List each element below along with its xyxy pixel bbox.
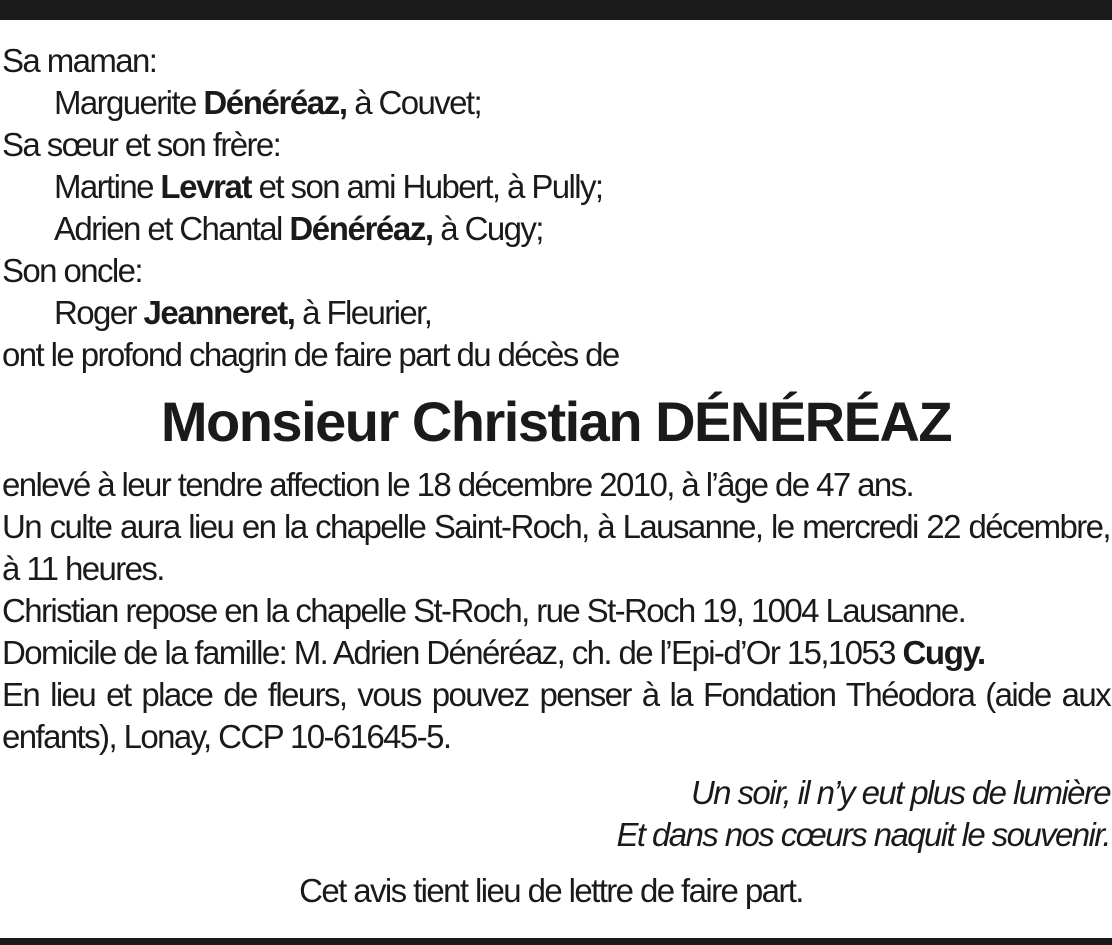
brother-last-name: Dénéréaz, (289, 210, 433, 247)
mother-first-name: Marguerite (54, 84, 196, 121)
mother-entry (2, 82, 1110, 124)
sister-entry (2, 166, 1110, 208)
uncle-entry (2, 292, 1110, 334)
brother-entry (2, 208, 1110, 250)
uncle-place: à Fleurier, (302, 294, 432, 331)
deceased-name: Monsieur Christian DÉNÉRÉAZ (160, 390, 952, 453)
uncle-last-name: Jeanneret, (143, 294, 295, 331)
sister-last-name: Levrat (160, 168, 252, 205)
uncle-heading: Son oncle: (2, 252, 142, 289)
poem-line-2: Et dans nos cœurs naquit le souvenir. (616, 816, 1110, 853)
sister-place: et son ami Hubert, à Pully; (258, 168, 603, 205)
donation-details: En lieu et place de fleurs, vous pouvez penser à la Fondation Théodora (aide aux enfants), Lonay, CCP 10-61645-5. (2, 676, 1110, 755)
memorial-poem (2, 772, 1110, 856)
sister-first-name: Martine (54, 168, 153, 205)
domicile-address: Domicile de la famille: M. Adrien Dénéréaz, ch. de l’Epi-d’Or 15,1053 (2, 634, 895, 671)
mother-last-name: Dénéréaz, (203, 84, 347, 121)
poem-line-1: Un soir, il n’y eut plus de lumière (690, 774, 1110, 811)
mother-heading: Sa maman: (2, 42, 157, 79)
closing-note: Cet avis tient lieu de lettre de faire part. (299, 872, 803, 909)
domicile-town: Cugy. (902, 634, 985, 671)
family-domicile (2, 632, 1110, 674)
announcement-text: ont le profond chagrin de faire part du décès de (2, 336, 619, 373)
uncle-first-name: Roger (54, 294, 136, 331)
mother-place: à Couvet; (354, 84, 482, 121)
brother-place: à Cugy; (440, 210, 543, 247)
siblings-heading: Sa sœur et son frère: (2, 126, 281, 163)
service-details: Un culte aura lieu en la chapelle Saint-Roch, à Lausanne, le mercredi 22 décembre, à 11 heures. (2, 508, 1110, 587)
repose-details: Christian repose en la chapelle St-Roch, rue St-Roch 19, 1004 Lausanne. (2, 592, 966, 629)
death-details: enlevé à leur tendre affection le 18 décembre 2010, à l’âge de 47 ans. (2, 466, 914, 503)
brother-first-name: Adrien et Chantal (54, 210, 282, 247)
top-rule (0, 0, 1112, 20)
bottom-rule (0, 938, 1112, 945)
obituary-notice (2, 40, 1110, 912)
